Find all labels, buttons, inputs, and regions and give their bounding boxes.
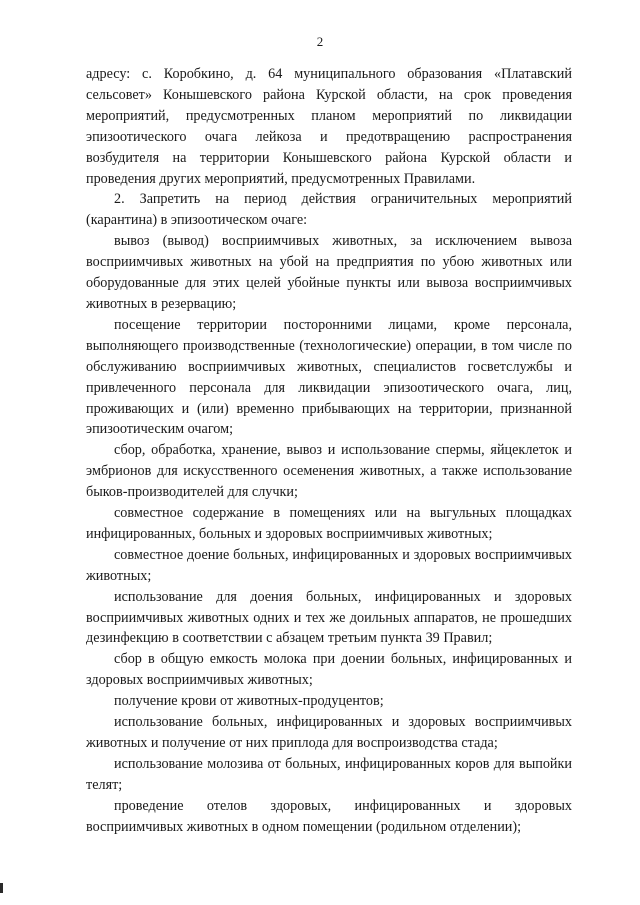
paragraph-visits: посещение территории посторонними лицами, кроме персонала, выполняющего производственные (технологические) операции, в том числе по обслуживанию восприимчивых животных, специалистов госветслужбы и привлеченного персонала для ликвидации эпизоотического очага, лиц, проживающих и (или) временно прибывающих на территории, признанной эпизоотическим очагом; [86, 316, 572, 438]
document-body [86, 64, 572, 838]
paragraph-address: адресу: с. Коробкино, д. 64 муниципального образования «Платавский сельсовет» Конышевского района Курской области, на срок проведения мероприятий, предусмотренных планом мероприятий по ликвидации эпизоотического очага лейкоза и предотвращению распространения возбудителя на территории Конышевского района Курской области и проведения других мероприятий, предусмотренных Правилами. [86, 66, 572, 187]
paragraph-removal: вывоз (вывод) восприимчивых животных, за исключением вывоза восприимчивых животных на убой на предприятия по убою животных или оборудованные для этих целей убойные пункты или вывоза восприимчивых животных в резервацию; [86, 233, 572, 312]
paragraph-colostrum: использование молозива от больных, инфицированных коров для выпойки телят; [86, 755, 572, 793]
paragraph-calving: проведение отелов здоровых, инфицированных и здоровых восприимчивых животных в одном помещении (родильном отделении); [86, 797, 572, 835]
paragraph-breeding: использование больных, инфицированных и здоровых восприимчивых животных и получение от них приплода для воспроизводства стада; [86, 714, 572, 751]
paragraph-joint-keeping: совместное содержание в помещениях или на выгульных площадках инфицированных, больных и здоровых восприимчивых животных; [86, 505, 572, 542]
paragraph-milking-devices: использование для доения больных, инфицированных и здоровых восприимчивых животных одних и тех же доильных аппаратов, не прошедших дезинфекцию в соответствии с абзацем третьим пункта 39 Правил; [86, 588, 572, 647]
paragraph-sperm: сбор, обработка, хранение, вывоз и использование спермы, яйцеклеток и эмбрионов для искусственного осеменения животных, а также использование быков-производителей для случки; [86, 442, 572, 501]
paragraph-joint-milking: совместное доение больных, инфицированных и здоровых восприимчивых животных; [86, 546, 572, 584]
paragraph-milk-collection: сбор в общую емкость молока при доении больных, инфицированных и здоровых восприимчивых животных; [86, 651, 572, 689]
page-number: 2 [316, 34, 324, 49]
paragraph-prohibition-heading: 2. Запретить на период действия ограничительных мероприятий (карантина) в эпизоотическом очаге: [86, 191, 572, 229]
scan-edge-mark [0, 883, 3, 893]
paragraph-blood: получение крови от животных-продуцентов; [114, 693, 384, 710]
